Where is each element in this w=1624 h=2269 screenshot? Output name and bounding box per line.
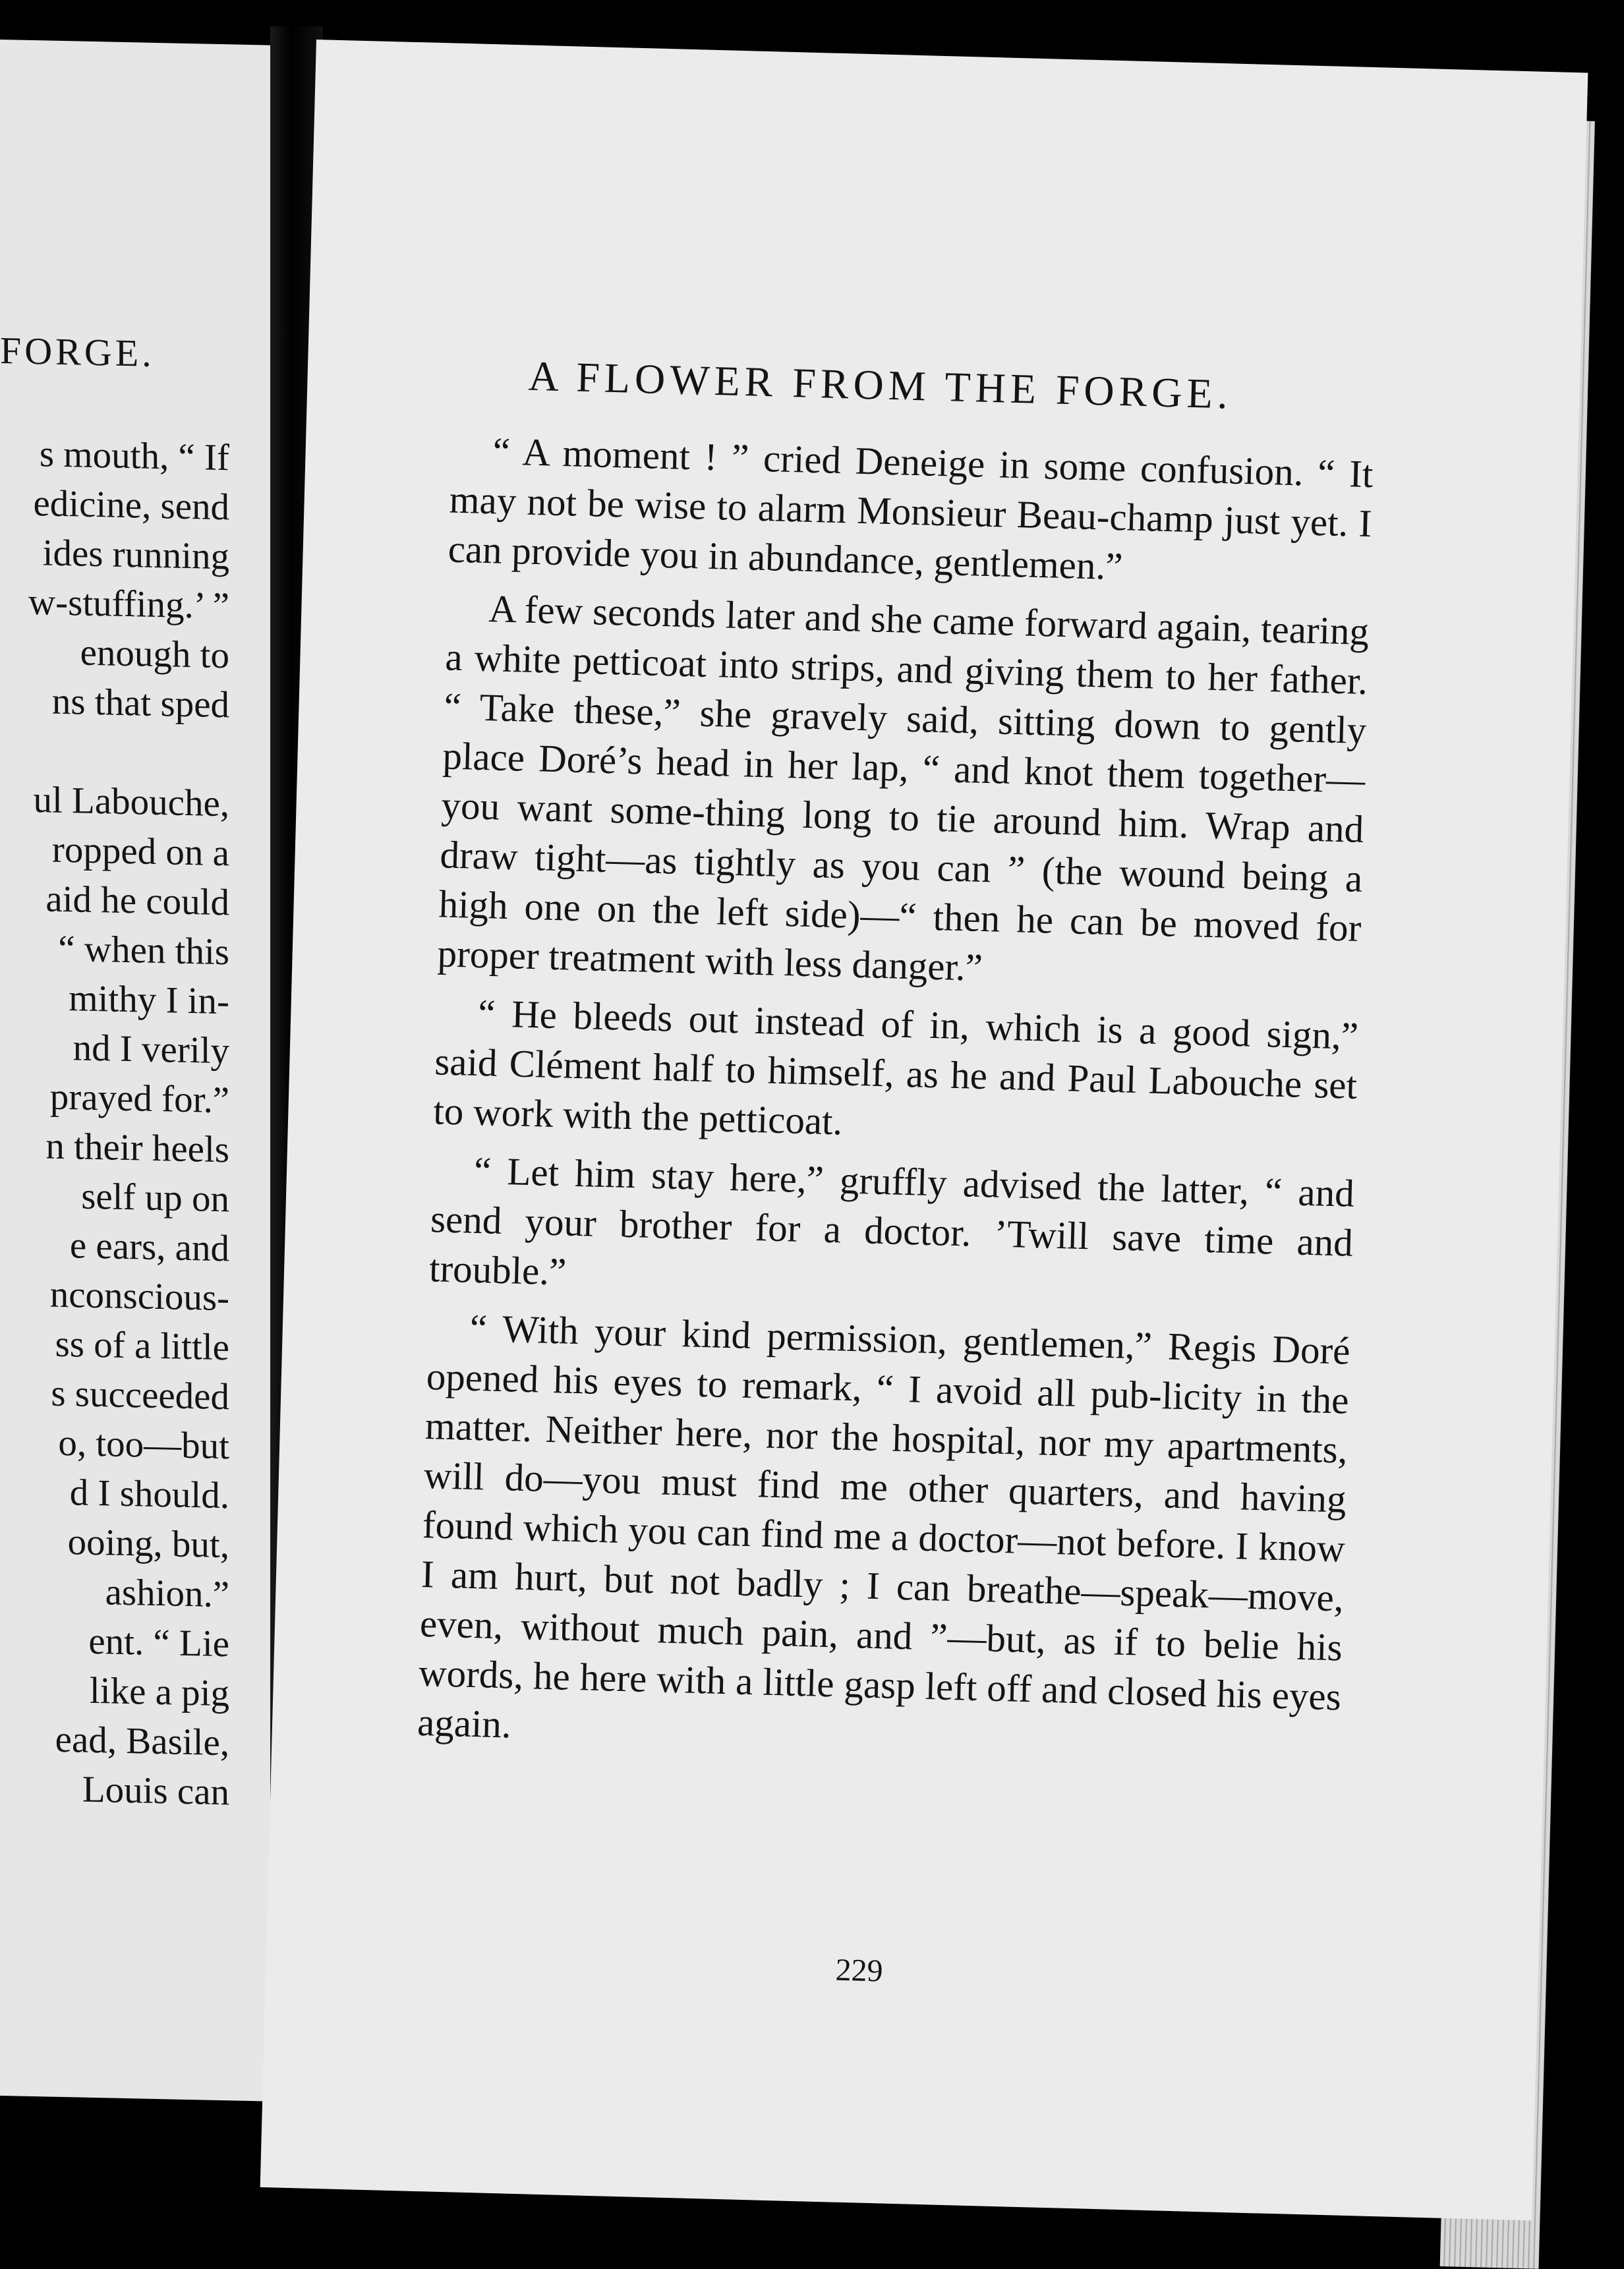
left-page-line: self up on [81, 1175, 229, 1221]
left-running-head: FORGE. [0, 329, 155, 375]
right-page [260, 40, 1588, 2220]
left-page-line: like a pig [89, 1669, 229, 1715]
left-page-line: d I should. [69, 1472, 229, 1517]
left-page-line: ss of a little [55, 1323, 229, 1369]
left-page-line: ns that sped [51, 680, 229, 726]
left-page-line: e ears, and [69, 1224, 229, 1270]
left-page-line: o, too—but [58, 1422, 229, 1468]
left-page-line: ooing, but, [67, 1521, 229, 1566]
left-page-line: enough to [80, 631, 229, 677]
left-page-line: edicine, send [33, 482, 229, 529]
left-page-line: n their heels [45, 1125, 229, 1171]
left-page [0, 40, 270, 2102]
left-page-line: s succeeded [51, 1372, 229, 1418]
paragraph: “ Let him stay here,” gruffly advised the latter, “ and send your brother for a doctor. ’Twill save time and trouble.” [428, 1148, 1355, 1294]
paragraph: A few seconds later and she came forward again, tearing a white petticoat into strips, and giving them to her father. “ Take these,” she gravely said, sitting down to gently place Doré’s head in her lap, “ and knot them together—you want some-thing long to tie around him. Wrap and draw tight—as tightly as you can ” (the wound being a high one on the left side)—“ then he can be moved for proper treatment with less danger.” [436, 587, 1370, 989]
left-page-line: ides running [42, 532, 229, 578]
left-page-line: nconscious- [49, 1273, 229, 1319]
left-page-line: s mouth, “ If [39, 433, 229, 479]
page-number: 229 [834, 1952, 884, 1989]
left-page-line: prayed for.” [49, 1076, 229, 1122]
body-text [417, 426, 1374, 1781]
running-title: A FLOWER FROM THE FORGE. [527, 352, 1233, 418]
left-page-line: “ when this [58, 927, 229, 973]
left-page-line: ul Labouche, [33, 779, 229, 825]
paragraph: “ With your kind permission, gentlemen,” Regis Doré opened his eyes to remark, “ I avoid all pub-licity in the matter. Neither here, nor the hospital, nor my apartments, will do—you must find me other quarters, and having found which you can find me a doctor—not before. I know I am hurt, but not badly ; I can breathe—speak—move, even, without much pain, and ”—but, as if to belie his words, he here with a little gasp left off and closed his eyes again. [417, 1306, 1351, 1746]
left-page-line: ashion.” [105, 1571, 229, 1616]
left-page-line: w-stuffing.’ ” [28, 581, 229, 627]
left-page-line: nd I verily [72, 1027, 229, 1072]
left-page-line: ead, Basile, [55, 1718, 229, 1764]
left-page-line: ent. “ Lie [88, 1620, 229, 1665]
paragraph: “ A moment ! ” cried Deneige in some confusion. “ It may not be wise to alarm Monsieur Beau-champ just yet. I can provide you in abundance, gentlemen.” [447, 429, 1374, 589]
left-page-line: aid he could [45, 878, 229, 924]
paragraph: “ He bleeds out instead of in, which is a good sign,” said Clément half to himself, as he and Paul Labouche set to work with the petticoat. [432, 991, 1359, 1143]
left-page-line: mithy I in- [69, 977, 229, 1023]
left-page-line: Louis can [82, 1768, 229, 1814]
left-page-line: ropped on a [51, 828, 229, 875]
